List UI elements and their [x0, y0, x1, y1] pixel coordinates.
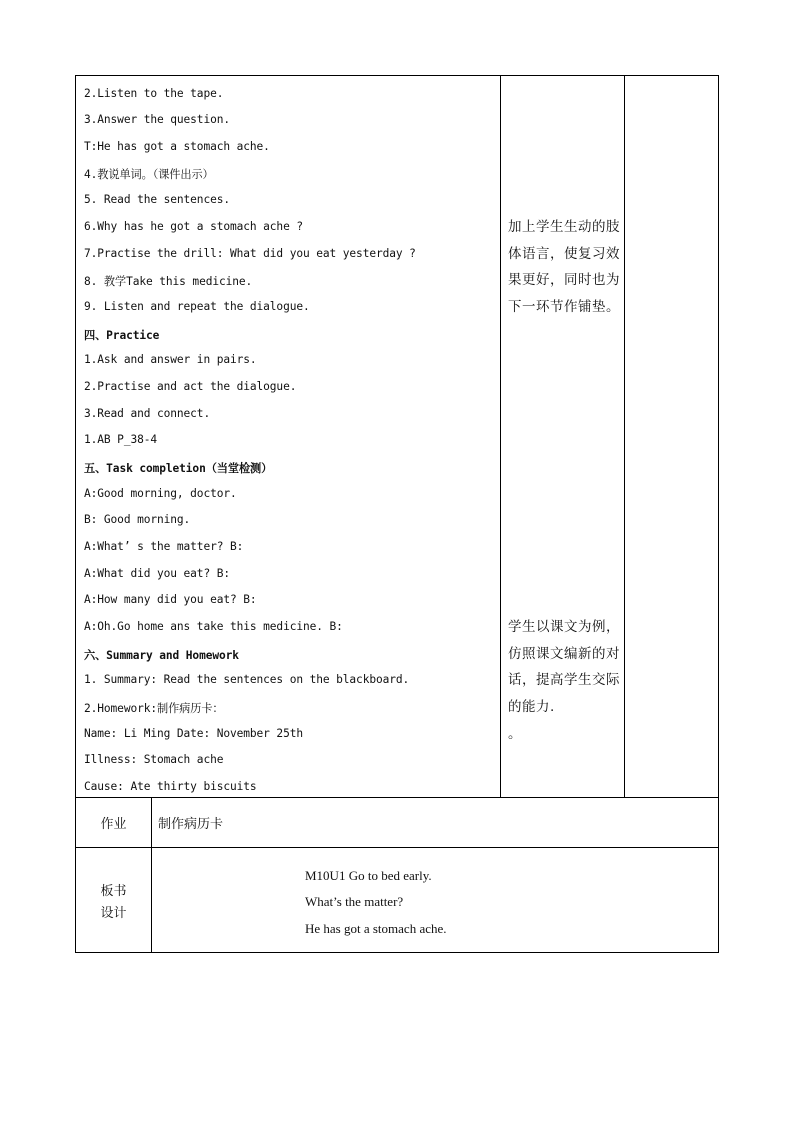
procedure-line: 5. Read the sentences. — [84, 193, 230, 206]
procedure-line: 3.Answer the question. — [84, 113, 230, 126]
procedure-line: T:He has got a stomach ache. — [84, 140, 270, 153]
procedure-line: A:How many did you eat? B: — [84, 593, 257, 606]
procedure-line: 9. Listen and repeat the dialogue. — [84, 300, 310, 313]
section-heading: 五、Task completion（当堂检测） — [84, 462, 273, 475]
board-line: M10U1 Go to bed early. — [305, 868, 432, 883]
homework-content: 制作病历卡 — [158, 817, 224, 832]
procedure-line: 2.Listen to the tape. — [84, 87, 224, 100]
column-divider — [151, 797, 152, 952]
board-line: What’s the matter? — [305, 894, 404, 909]
board-line: He has got a stomach ache. — [305, 921, 447, 936]
procedure-line: Illness: Stomach ache — [84, 753, 224, 766]
procedure-line: 6.Why has he got a stomach ache ? — [84, 220, 303, 233]
row-divider — [76, 847, 718, 848]
board-label-line: 设计 — [100, 906, 127, 921]
procedure-line: Cause: Ate thirty biscuits — [84, 780, 257, 793]
board-label — [76, 881, 151, 925]
procedure-line: A:Good morning, doctor. — [84, 487, 237, 500]
procedure-line: 1.Ask and answer in pairs. — [84, 353, 257, 366]
procedure-line: A:Oh.Go home ans take this medicine. B: — [84, 620, 343, 633]
lesson-plan-table — [75, 75, 719, 953]
section-heading: 六、Summary and Homework — [84, 649, 239, 662]
procedure-line: 7.Practise the drill: What did you eat yesterday ? — [84, 247, 416, 260]
procedure-line: 4.教说单词。（课件出示） — [84, 168, 214, 181]
design-note: 加上学生生动的肢体语言，使复习效果更好，同时也为下一环节作铺垫。 — [508, 219, 620, 315]
procedure-line: 2.Homework:制作病历卡： — [84, 702, 224, 715]
procedure-line: 8. 教学Take this medicine. — [84, 275, 253, 288]
row-divider — [76, 797, 718, 798]
board-label-line: 板书 — [100, 884, 127, 899]
procedure-line: 3.Read and connect. — [84, 407, 211, 420]
design-note-tail: 。 — [508, 726, 522, 742]
procedure-line: A:What did you eat? B: — [84, 567, 230, 580]
homework-label: 作业 — [100, 817, 127, 832]
procedure-line: 1.AB P_38-4 — [84, 433, 157, 446]
section-heading: 四、Practice — [84, 329, 160, 342]
procedure-line: Name: Li Ming Date: November 25th — [84, 727, 303, 740]
procedure-line: 2.Practise and act the dialogue. — [84, 380, 297, 393]
column-divider — [500, 76, 501, 797]
procedure-line: 1. Summary: Read the sentences on the blackboard. — [84, 673, 410, 686]
design-note: 学生以课文为例，仿照课文编新的对话，提高学生交际的能力. — [508, 619, 620, 715]
column-divider — [624, 76, 625, 797]
procedure-line: B: Good morning. — [84, 513, 191, 526]
procedure-line: A:What’ s the matter? B: — [84, 540, 244, 553]
